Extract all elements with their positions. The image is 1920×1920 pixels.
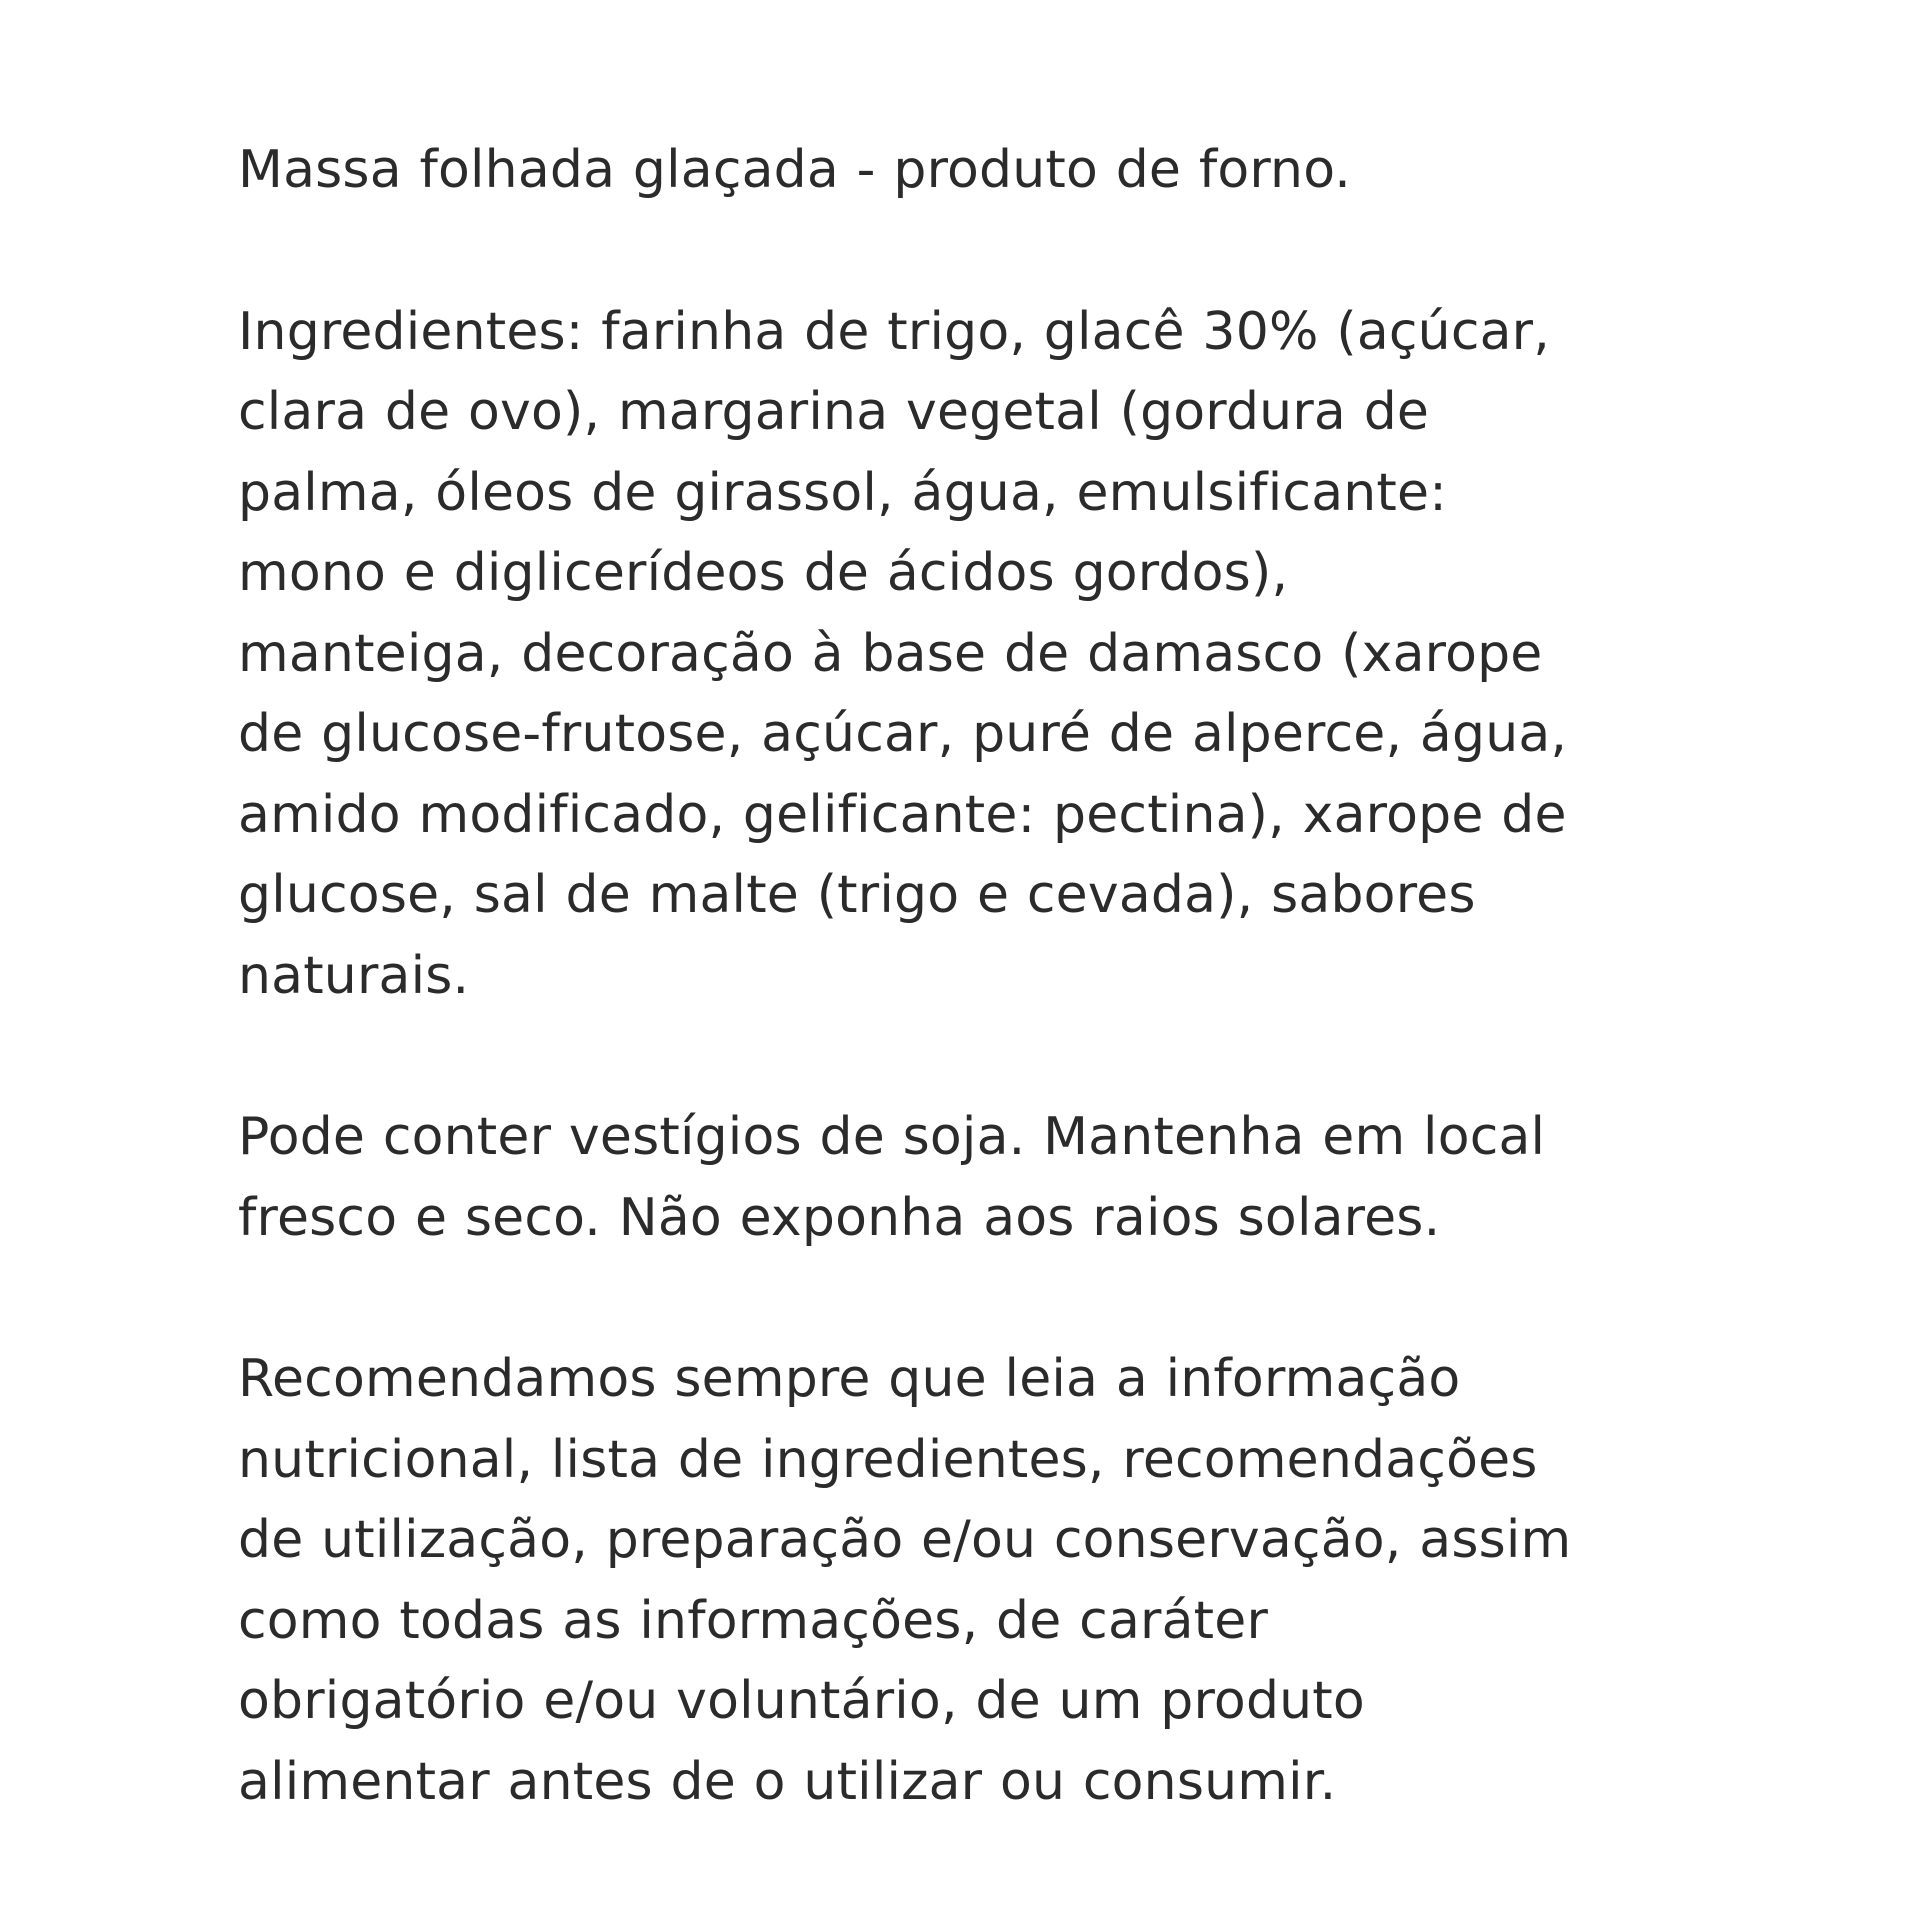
paragraph-spacer <box>238 1016 1698 1097</box>
ingredients-text: Ingredientes: farinha de trigo, glacê 30% (açúcar, clara de ovo), margarina vegetal (gordura de palma, óleos de girassol, água, emulsificante: mono e diglicerídeos de ácidos gordos), manteiga, decoração à base de damasco (xarope de glucose-frutose, açúcar, puré de alperce, água, amido modificado, gelificante: pectina), xarope de glucose, sal de malte (trigo e cevada), sabores naturais. <box>238 301 1568 1006</box>
allergen-storage-text: Pode conter vestígios de soja. Mantenha em local fresco e seco. Não exponha aos raios solares. <box>238 1107 1546 1248</box>
paragraph-spacer <box>238 211 1698 292</box>
paragraph-spacer <box>238 1258 1698 1339</box>
recommendation-text: Recomendamos sempre que leia a informação nutricional, lista de ingredientes, recomendações de utilização, preparação e/ou conservação, assim como todas as informações, de caráter obrigatório e/ou voluntário, de um produto alimentar antes de o utilizar ou consumir. <box>238 1349 1572 1812</box>
product-title: Massa folhada glaçada - produto de forno. <box>238 140 1352 200</box>
product-description <box>238 130 1698 1822</box>
